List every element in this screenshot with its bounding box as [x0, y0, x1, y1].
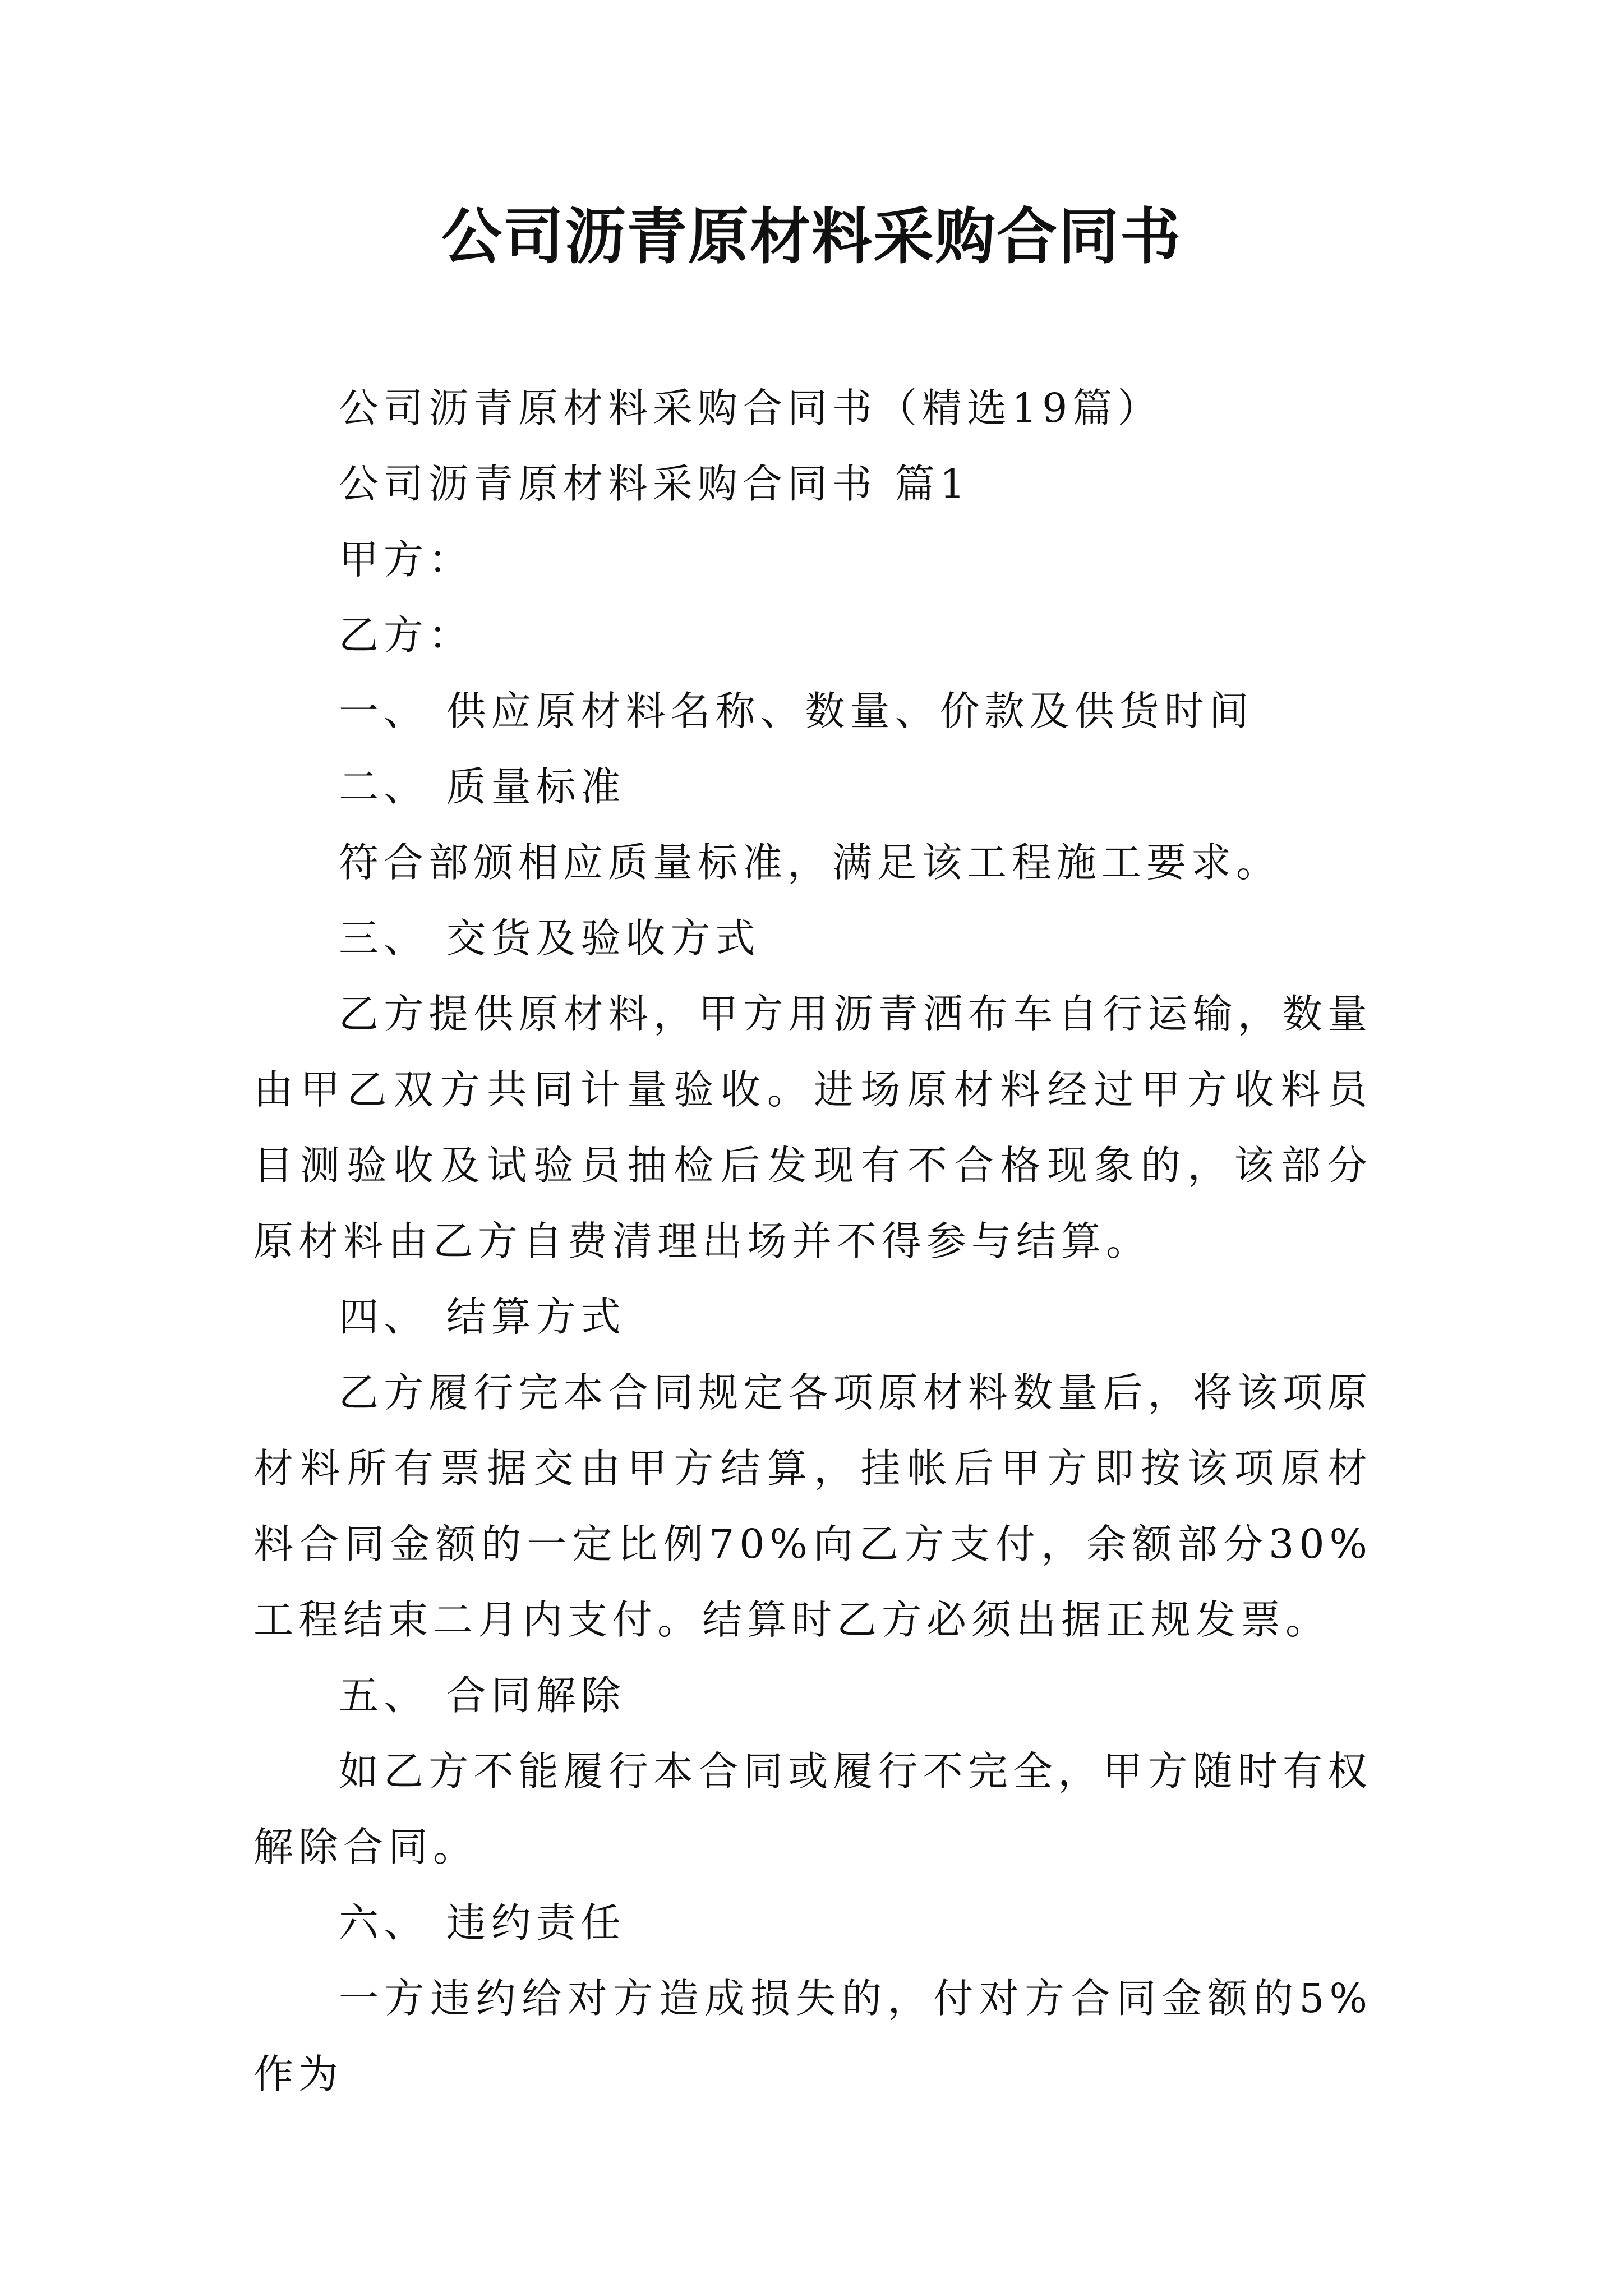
paragraph-termination: 如乙方不能履行本合同或履行不完全，甲方随时有权解除合同。: [253, 1748, 1372, 1870]
paragraph-quality: 符合部颁相应质量标准，满足该工程施工要求。: [339, 839, 1281, 886]
paragraph-article-heading: 公司沥青原材料采购合同书 篇1: [339, 461, 970, 507]
paragraph-liability: 一方违约给对方造成损失的，付对方合同金额的5%作为: [253, 1975, 1372, 2097]
section-heading-2: 二、 质量标准: [339, 763, 626, 810]
paragraph-party-b: 乙方：: [339, 612, 474, 659]
section-heading-4: 四、 结算方式: [339, 1294, 626, 1340]
paragraph-delivery: 乙方提供原材料，甲方用沥青洒布车自行运输，数量由甲乙双方共同计量验收。进场原材料经过甲方收料员目测验收及试验员抽检后发现有不合格现象的，该部分原材料由乙方自费清理出场并不得参与结算。: [253, 991, 1372, 1264]
paragraph-party-a: 甲方：: [339, 536, 474, 583]
section-heading-5: 五、 合同解除: [339, 1672, 626, 1719]
section-heading-3: 三、 交货及验收方式: [339, 915, 760, 961]
paragraph-settlement: 乙方履行完本合同规定各项原材料数量后，将该项原材料所有票据交由甲方结算，挂帐后甲方即按该项原材料合同金额的一定比例70%向乙方支付，余额部分30%工程结束二月内支付。结算时乙方必须出据正规发票。: [253, 1369, 1372, 1643]
document-body: [253, 370, 1372, 2112]
paragraph-subtitle: 公司沥青原材料采购合同书（精选19篇）: [339, 385, 1163, 431]
document-title: 公司沥青原材料采购合同书: [441, 201, 1182, 272]
section-heading-1: 一、 供应原材料名称、数量、价款及供货时间: [339, 688, 1254, 734]
section-heading-6: 六、 违约责任: [339, 1899, 626, 1946]
